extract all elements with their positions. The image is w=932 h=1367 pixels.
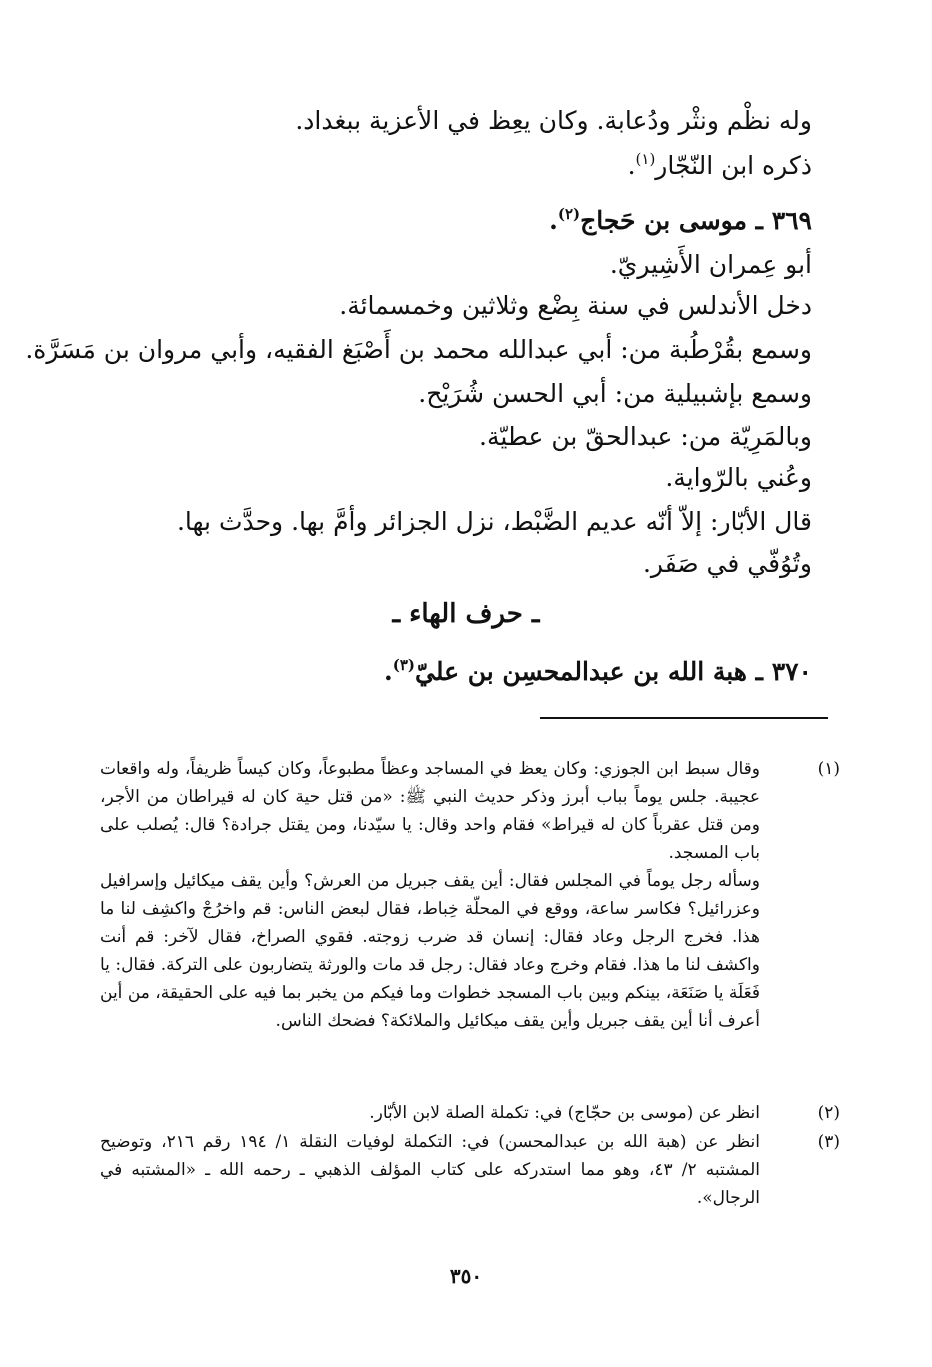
text-line: وبالمَرِيّة من: عبدالحقّ بن عطيّة.: [479, 422, 812, 451]
text-line: وله نظْم ونثْر ودُعابة. وكان يعِظ في الأعزية ببغداد.: [295, 106, 812, 135]
footnote-paragraph: انظر عن (موسى بن حجّاج) في: تكملة الصلة لابن الأبّار.: [369, 1103, 760, 1123]
footnote-ref: (٢): [557, 205, 581, 223]
entry-heading-370: ٣٧٠ ـ هبة الله بن عبدالمحسِن بن عليّ$^{(٣)}$.: [384, 656, 812, 686]
footnote-text: [100, 1128, 760, 1212]
footnote-paragraph: وقال سبط ابن الجوزي: وكان يعظ في المساجد وعظاً مطبوعاً، وكان كيساً ظريفاً، وله واقعات عجيبة. جلس يوماً بباب أبرز وذكر حديث النبي ﷺ: «من قتل حية كان له قيراطان من الأجر، ومن قتل عقرباً كان له قيراط» فقام واحد وقال: يا سيّدنا، ومن يقتل جرادة؟ قال: يُصلب على باب المسجد.: [100, 759, 760, 863]
text-line: قال الأبّار: إلاّ أنّه عديم الضَّبْط، نزل الجزائر وأمَّ بها. وحدَّث بها.: [176, 507, 812, 536]
page-number: ٣٥٠: [449, 1264, 483, 1288]
footnote-text: [100, 755, 760, 1035]
footnote-2: [100, 1099, 840, 1127]
footnote-number: (١): [817, 759, 840, 779]
text-line: وتُوُفّي في صَفَر.: [642, 549, 812, 578]
text-line: أبو عِمران الأَشِيريّ.: [609, 250, 812, 279]
footnote-1: [100, 755, 840, 1035]
footnote-number: (٣): [817, 1132, 840, 1152]
text-line: دخل الأندلس في سنة بِضْع وثلاثين وخمسمائة.: [339, 291, 812, 320]
footnote-number: (٢): [817, 1103, 840, 1123]
text-line: وسمع بإشبيلية من: أبي الحسن شُرَيْح.: [418, 379, 812, 408]
footnote-paragraph: وسأله رجل يوماً في المجلس فقال: أين يقف جبريل من العرش؟ وأين يقف ميكائيل وإسرافيل وعزرائيل؟ فكاسر ساعة، ووقع في المحلّة خِباط، فقال لبعض الناس: قم واخرُجْ واكشِف لنا ما هذا. فخرج الرجل وعاد فقال: إنسان قد ضرب زوجته. فقوي الصراخ، فقال لآخر: قم أنت واكشف لنا ما هذا. فقام وخرج وعاد فقال: رجل قد مات والورثة يتضاربون على التركة. فقال: يا فَعَلَة يا صَنَعَة، بينكم وبين باب المسجد خطوات وما فيكم من يخبر بما فيه على الحقيقة، من أين أعرف أنا أين يقف جبريل وأين يقف ميكائيل والملائكة؟ فضحك الناس.: [100, 871, 760, 1031]
section-heading: ـ حرف الهاء ـ: [392, 599, 540, 629]
text-line: وسمع بقُرْطُبة من: أبي عبدالله محمد بن أَصْبَغ الفقيه، وأبي مروان بن مَسَرَّة.: [25, 335, 812, 364]
footnote-text: [100, 1099, 760, 1127]
text-line: ذكره ابن النّجّار$^{(١)}$.: [627, 150, 812, 180]
footnote-divider: [540, 717, 828, 719]
footnote-3: [100, 1128, 840, 1212]
footnote-ref: (٣): [392, 656, 415, 674]
footnote-paragraph: انظر عن (هبة الله بن عبدالمحسن) في: التكملة لوفيات النقلة ١/ ١٩٤ رقم ٢١٦، وتوضيح المشتبه ٢/ ٤٣، وهو مما استدركه على كتاب المؤلف الذهبي ـ رحمه الله ـ «المشتبه في الرجال».: [100, 1132, 760, 1208]
footnote-ref: (١): [635, 150, 656, 168]
entry-heading-369: ٣٦٩ ـ موسى بن حَجاج$^{(٢)}$.: [549, 205, 812, 235]
text-line: وعُني بالرّواية.: [665, 463, 812, 492]
